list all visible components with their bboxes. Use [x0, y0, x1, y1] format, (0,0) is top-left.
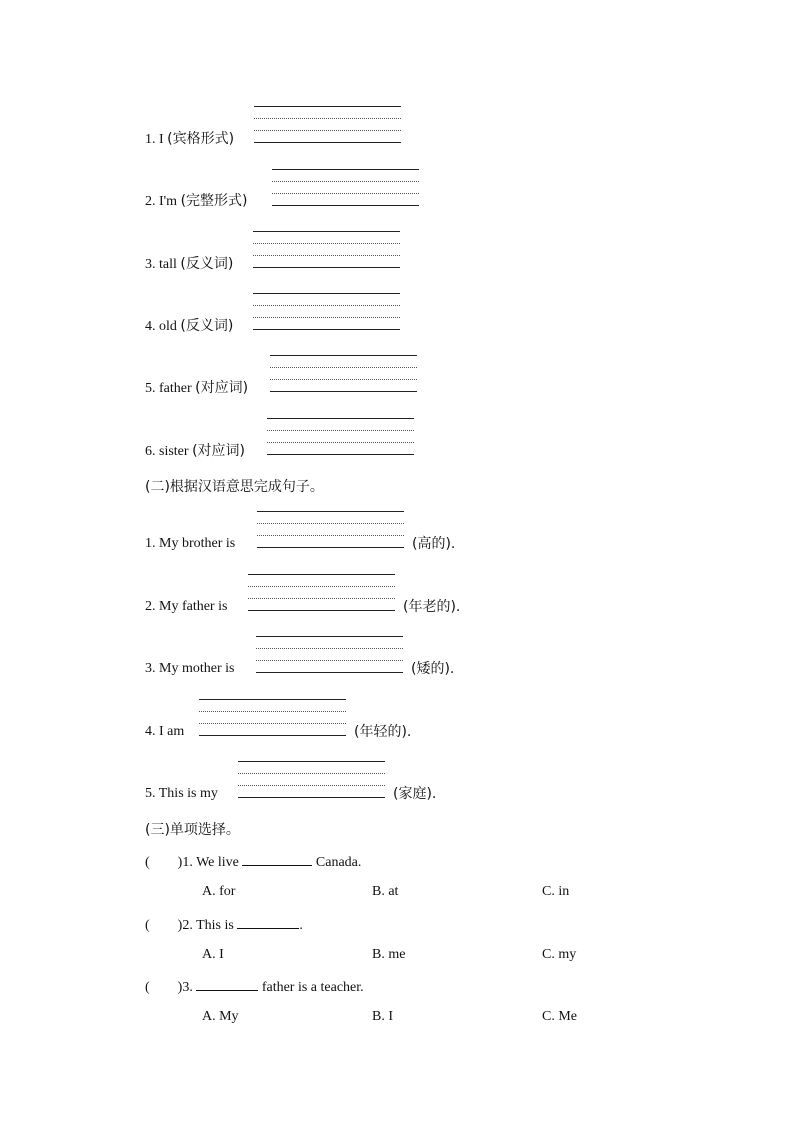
question-text-after: Canada. — [315, 855, 362, 870]
part2-item-text — [145, 659, 234, 679]
item-hint: (年轻的). — [354, 724, 412, 740]
answer-blank[interactable] — [242, 851, 312, 866]
item-hint: (对应词) — [195, 380, 249, 396]
option-a[interactable]: A. My — [202, 1009, 239, 1024]
part1-item-text — [145, 441, 245, 461]
item-word: old — [159, 319, 177, 334]
item-text: This is my — [158, 786, 218, 801]
writing-lines[interactable] — [254, 106, 401, 143]
part2-item-text — [145, 534, 235, 554]
part1-item-text — [145, 191, 248, 211]
writing-lines[interactable] — [248, 574, 395, 611]
item-number: 6. — [145, 444, 156, 459]
item-number: 2. — [145, 194, 156, 209]
item-number: 5. — [145, 786, 156, 801]
option-b[interactable]: B. at — [372, 884, 399, 899]
part1-item-text — [145, 254, 233, 274]
part2-item-text — [145, 722, 184, 742]
item-number: 4. — [145, 724, 156, 739]
writing-lines[interactable] — [253, 293, 400, 330]
question-number: 2. — [182, 918, 193, 933]
part1-item-text — [145, 378, 248, 398]
item-hint: (年老的). — [403, 599, 461, 615]
item-text: My mother is — [159, 661, 235, 676]
section-heading: (三)单项选择。 — [145, 822, 240, 838]
part1-item-text — [145, 316, 233, 336]
item-number: 3. — [145, 661, 156, 676]
writing-lines[interactable] — [272, 169, 419, 206]
writing-lines[interactable] — [256, 636, 403, 673]
item-word: I — [159, 132, 164, 147]
item-word: sister — [159, 444, 189, 459]
answer-blank[interactable] — [196, 976, 258, 991]
item-text: My brother is — [159, 536, 236, 551]
answer-parentheses[interactable]: ( ) — [145, 918, 183, 933]
item-word: father — [159, 381, 192, 396]
section-heading: (二)根据汉语意思完成句子。 — [145, 479, 324, 495]
item-number: 2. — [145, 599, 156, 614]
writing-lines[interactable] — [253, 231, 400, 268]
question-number: 3. — [182, 980, 193, 995]
part1-item-text — [145, 129, 234, 149]
question-text-after: father is a teacher. — [261, 980, 364, 995]
writing-lines[interactable] — [238, 761, 385, 798]
item-number: 3. — [145, 257, 156, 272]
option-c[interactable]: C. in — [542, 884, 570, 899]
item-text: I am — [159, 724, 185, 739]
item-hint: (宾格形式) — [167, 131, 235, 147]
mc-question-line — [145, 976, 364, 998]
question-number: 1. — [182, 855, 193, 870]
item-hint: (对应词) — [192, 443, 245, 459]
writing-lines[interactable] — [270, 355, 417, 392]
question-text-before: We live — [196, 855, 239, 870]
option-c[interactable]: C. my — [542, 947, 577, 962]
option-b[interactable]: B. me — [372, 947, 406, 962]
item-number: 5. — [145, 381, 156, 396]
writing-lines[interactable] — [199, 699, 346, 736]
writing-lines[interactable] — [267, 418, 414, 455]
answer-parentheses[interactable]: ( ) — [145, 855, 183, 870]
item-word: I'm — [159, 194, 178, 209]
writing-lines[interactable] — [257, 511, 404, 548]
option-a[interactable]: A. I — [202, 947, 224, 962]
part2-item-text — [145, 784, 218, 804]
item-text: My father is — [159, 599, 228, 614]
answer-blank[interactable] — [237, 914, 299, 929]
item-number: 1. — [145, 536, 156, 551]
option-a[interactable]: A. for — [202, 884, 236, 899]
option-b[interactable]: B. I — [372, 1009, 393, 1024]
item-hint: (反义词) — [180, 256, 234, 272]
question-text-before: This is — [196, 918, 234, 933]
question-text-after: . — [299, 918, 303, 933]
item-number: 1. — [145, 132, 156, 147]
item-hint: (反义词) — [180, 318, 234, 334]
option-c[interactable]: C. Me — [542, 1009, 577, 1024]
item-number: 4. — [145, 319, 156, 334]
mc-question-line — [145, 914, 303, 936]
mc-question-line — [145, 851, 361, 873]
item-hint: (高的). — [412, 536, 456, 552]
item-word: tall — [159, 257, 177, 272]
item-hint: (矮的). — [411, 661, 455, 677]
answer-parentheses[interactable]: ( ) — [145, 980, 183, 995]
item-hint: (完整形式) — [180, 193, 248, 209]
part2-item-text — [145, 597, 227, 617]
item-hint: (家庭). — [393, 786, 437, 802]
